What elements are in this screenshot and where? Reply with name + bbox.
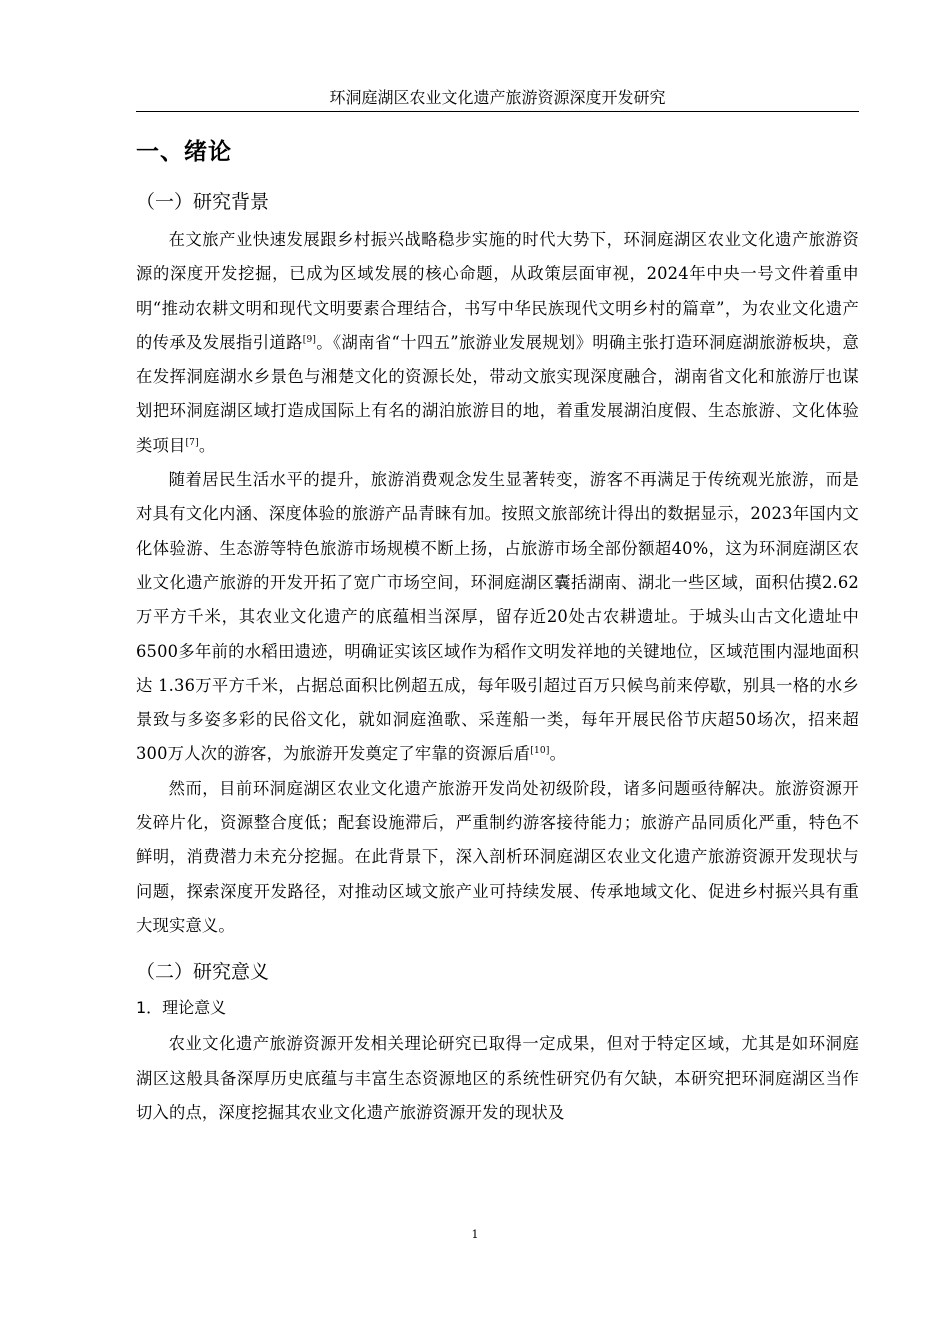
section-heading-background: （一）研究背景 — [136, 191, 270, 213]
citation-ref: [9] — [302, 334, 317, 345]
citation-ref: [10] — [530, 746, 550, 757]
header-rule — [136, 111, 859, 112]
paragraph-text: 在文旅产业快速发展跟乡村振兴战略稳步实施的时代大势下，环洞庭湖区农业文化遗产旅游资源的深度开发挖掘，已成为区域发展的核心命题，从政策层面审视，2024年中央一号文件着重申明“推动农耕文明和现代文明要素合理结合，书写中华民族现代文明乡村的篇章”，为农业文化遗产的传承及发展指引道路 — [136, 230, 859, 352]
paragraph-background-1 — [136, 223, 859, 463]
page-content — [136, 134, 859, 1130]
paragraph-background-3: 然而，目前环洞庭湖区农业文化遗产旅游开发尚处初级阶段，诸多问题亟待解决。旅游资源开发碎片化，资源整合度低；配套设施滞后，严重制约游客接待能力；旅游产品同质化严重，特色不鲜明，消费潜力未充分挖掘。在此背景下，深入剖析环洞庭湖区农业文化遗产旅游资源开发现状与问题，探索深度开发路径，对推动区域文旅产业可持续发展、传承地域文化、促进乡村振兴具有重大现实意义。 — [136, 778, 859, 935]
subsection-heading-theory: 1．理论意义 — [136, 998, 227, 1018]
paragraph-text: 。 — [198, 435, 216, 455]
paragraph-text: 。《湖南省“十四五”旅游业发展规划》明确主张打造环洞庭湖旅游板块，意在发挥洞庭湖水乡景色与湘楚文化的资源长处，带动文旅实现深度融合，湖南省文化和旅游厅也谋划把环洞庭湖区域打造成国际上有名的湖泊旅游目的地，着重发展湖泊度假、生态旅游、文化体验类项目 — [136, 332, 859, 455]
citation-ref: [7] — [185, 437, 199, 448]
running-header: 环洞庭湖区农业文化遗产旅游资源深度开发研究 — [329, 88, 666, 107]
paragraph-theory-1: 农业文化遗产旅游资源开发相关理论研究已取得一定成果，但对于特定区域，尤其是如环洞庭湖区这般具备深厚历史底蕴与丰富生态资源地区的系统性研究仍有欠缺，本研究把环洞庭湖区当作切入的点，深度挖掘其农业文化遗产旅游资源开发的现状及 — [136, 1034, 859, 1122]
paragraph-text: 随着居民生活水平的提升，旅游消费观念发生显著转变，游客不再满足于传统观光旅游，而是对具有文化内涵、深度体验的旅游产品青睐有加。按照文旅部统计得出的数据显示，2023年国内文化体验游、生态游等特色旅游市场规模不断上扬，占旅游市场全部份额超40%，这为环洞庭湖区农业文化遗产旅游的开发开拓了宽广市场空间，环洞庭湖区囊括湖南、湖北一些区域，面积估摸2.62万平方千米，其农业文化遗产的底蕴相当深厚，留存近20处古农耕遗址。于城头山古文化遗址中6500多年前的水稻田遗迹，明确证实该区域作为稻作文明发祥地的关键地位，区域范围内湿地面积达 1.36万平方千米，占据总面积比例超五成，每年吸引超过百万只候鸟前来停歇，别具一格的水乡景致与多姿多彩的民俗文化，就如洞庭渔歌、采莲船一类，每年开展民俗节庆超50场次，招来超300万人次的游客，为旅游开发奠定了牢靠的资源后盾 — [136, 470, 859, 764]
page-number: 1 — [471, 1228, 479, 1241]
paragraph-background-2 — [136, 463, 859, 772]
paragraph-text: 。 — [549, 744, 567, 764]
section-heading-significance: （二）研究意义 — [136, 961, 270, 984]
chapter-title: 一、绪论 — [136, 139, 232, 165]
